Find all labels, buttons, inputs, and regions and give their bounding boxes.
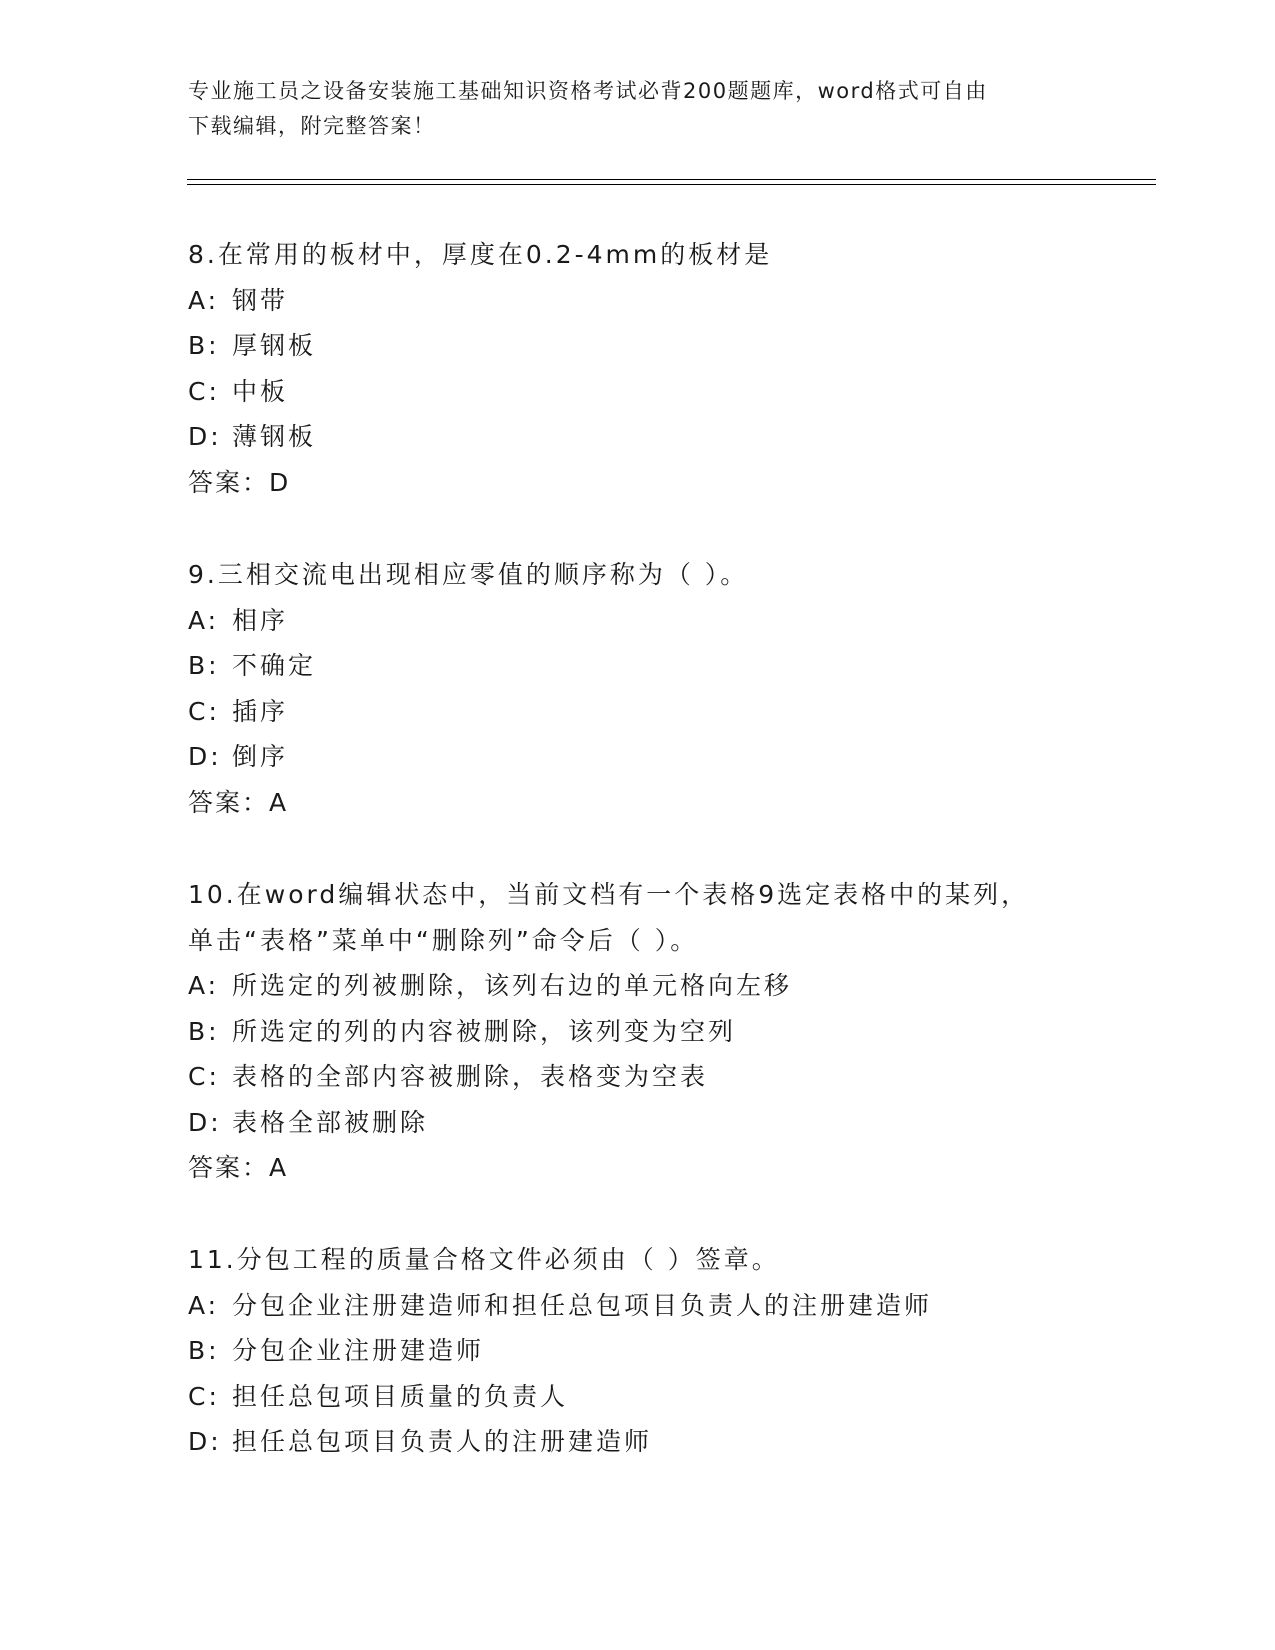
option-b (188, 1009, 1029, 1055)
option-b (188, 643, 748, 689)
option-text: 薄钢板 (232, 422, 317, 451)
option-letter: A: (188, 605, 220, 635)
option-letter: B: (188, 331, 220, 360)
option-text: 表格的全部内容被删除，表格变为空表 (232, 1062, 709, 1091)
option-a (188, 278, 772, 324)
answer-line: 答案：A (188, 1153, 289, 1182)
question-9 (188, 552, 748, 825)
option-text: 厚钢板 (232, 331, 317, 360)
option-letter: C: (188, 1381, 220, 1411)
option-text: 倒序 (232, 742, 289, 771)
question-stem: 8.在常用的板材中，厚度在0.2-4mm的板材是 (188, 240, 773, 269)
option-text: 相序 (232, 605, 289, 635)
option-text: 所选定的列的内容被删除，该列变为空列 (232, 1016, 737, 1046)
option-text: 所选定的列被删除，该列右边的单元格向左移 (232, 971, 793, 1000)
answer-line: 答案：D (188, 467, 291, 497)
option-letter: A: (188, 1290, 220, 1320)
option-c (188, 689, 748, 735)
option-text: 中板 (232, 376, 289, 406)
option-text: 表格全部被删除 (232, 1107, 429, 1137)
option-b (188, 1328, 932, 1374)
document-header (188, 74, 1088, 144)
option-letter: B: (188, 1336, 220, 1365)
question-11 (188, 1237, 932, 1465)
option-text: 分包企业注册建造师 (232, 1336, 485, 1365)
option-text: 插序 (232, 696, 289, 726)
option-c (188, 1374, 932, 1420)
question-stem: 11.分包工程的质量合格文件必须由（ ）签章。 (188, 1245, 780, 1274)
answer-line: 答案：A (188, 787, 289, 817)
option-text: 担任总包项目负责人的注册建造师 (232, 1427, 653, 1456)
option-b (188, 323, 772, 369)
option-text: 钢带 (232, 285, 289, 315)
header-line-1: 专业施工员之设备安装施工基础知识资格考试必背200题题库，word格式可自由 (188, 79, 988, 103)
option-letter: B: (188, 651, 220, 680)
option-c (188, 369, 772, 415)
option-a (188, 1283, 932, 1329)
option-a (188, 598, 748, 644)
option-letter: B: (188, 1016, 220, 1046)
option-text: 担任总包项目质量的负责人 (232, 1381, 569, 1411)
option-letter: D: (188, 742, 222, 771)
option-d (188, 734, 748, 780)
option-c (188, 1054, 1029, 1100)
option-letter: C: (188, 1062, 220, 1091)
option-letter: C: (188, 376, 220, 406)
question-8 (188, 232, 772, 505)
option-d (188, 414, 772, 460)
option-a (188, 963, 1029, 1009)
question-stem: 9.三相交流电出现相应零值的顺序称为（ ）。 (188, 560, 749, 589)
question-stem: 10.在word编辑状态中，当前文档有一个表格9选定表格中的某列， (188, 880, 1030, 909)
option-letter: D: (188, 422, 222, 451)
option-d (188, 1100, 1029, 1146)
option-letter: A: (188, 971, 220, 1000)
option-text: 分包企业注册建造师和担任总包项目负责人的注册建造师 (232, 1290, 933, 1320)
option-letter: D: (188, 1107, 222, 1137)
question-10 (188, 872, 1029, 1191)
question-stem-continued: 单击“表格”菜单中“删除列”命令后（ ）。 (188, 925, 699, 955)
option-d (188, 1419, 932, 1465)
header-double-rule (187, 179, 1156, 185)
header-line-2: 下载编辑，附完整答案！ (188, 114, 436, 138)
option-letter: A: (188, 285, 220, 315)
option-text: 不确定 (232, 651, 317, 680)
option-letter: D: (188, 1427, 222, 1456)
option-letter: C: (188, 696, 220, 726)
